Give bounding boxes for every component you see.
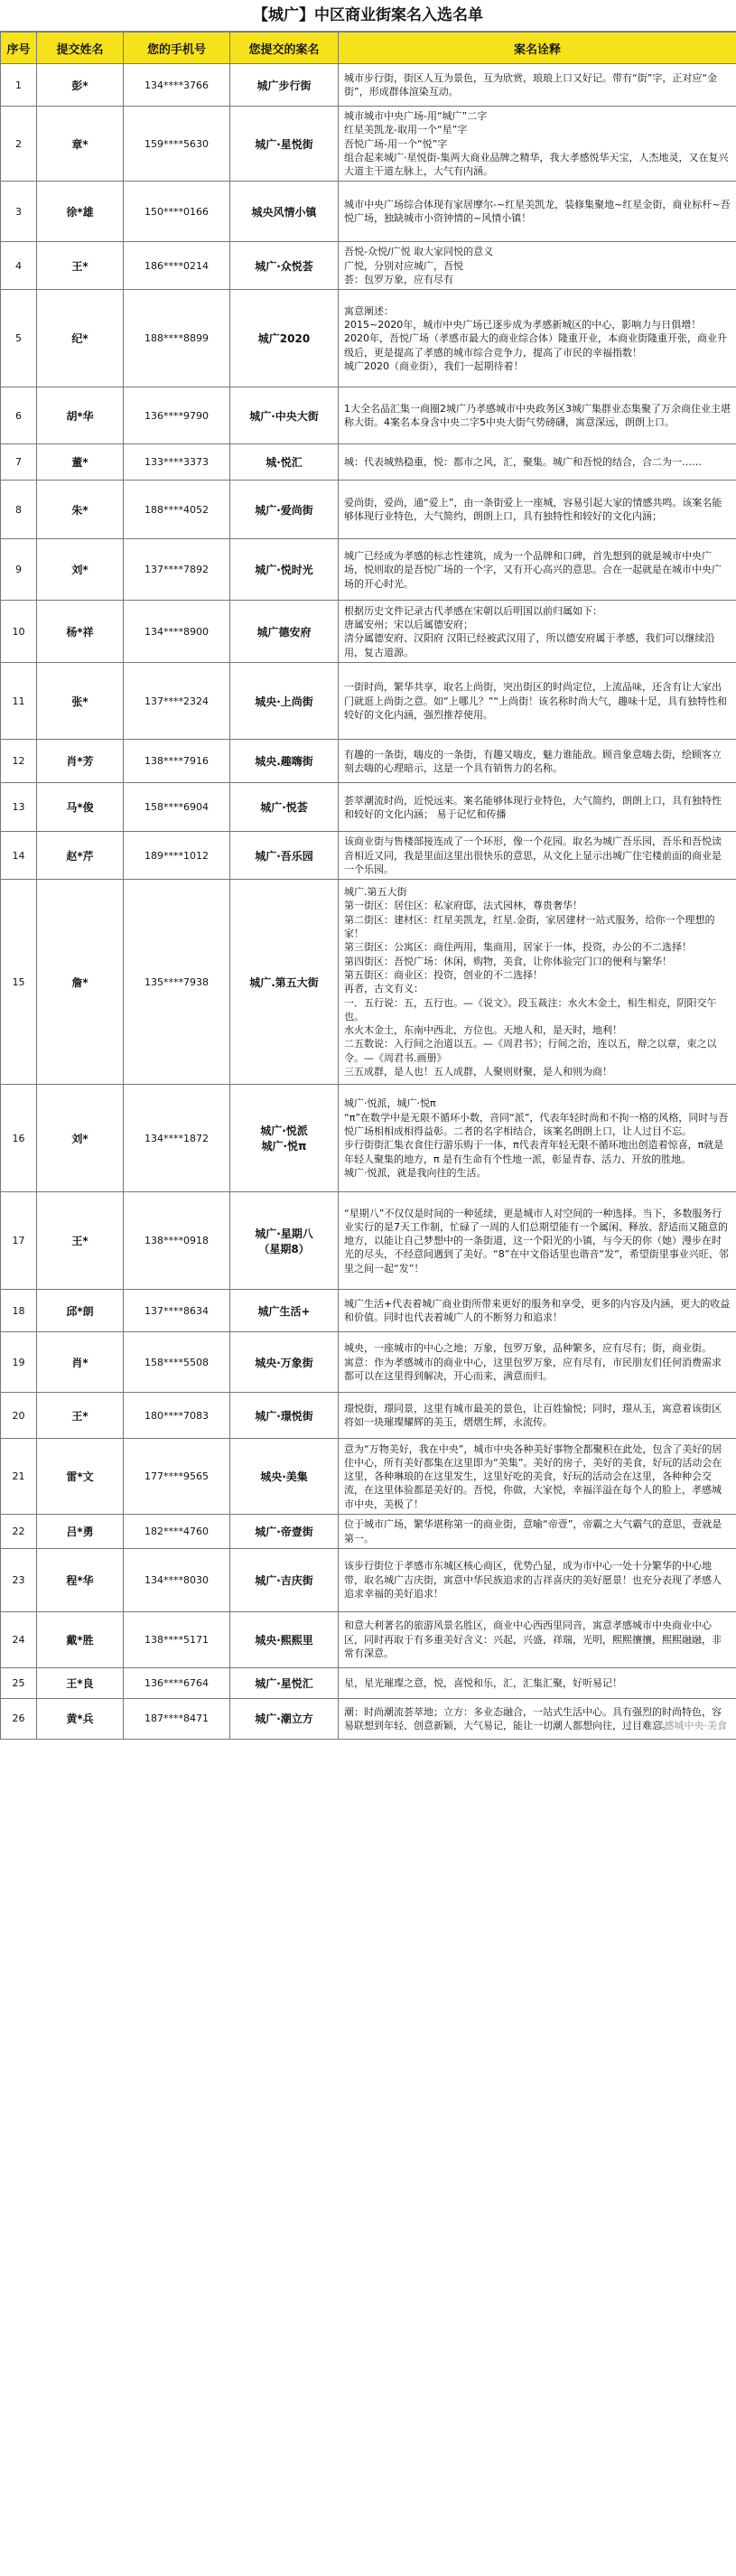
submitter-name: 纪*	[37, 290, 124, 387]
row-number: 9	[1, 539, 37, 601]
table-row	[1, 783, 736, 832]
street-name: 城广·星悦街	[230, 107, 339, 182]
street-name: 城广生活+	[230, 1290, 339, 1332]
name-description: 潮：时尚潮流荟萃地；立方：多业态融合，一站式生活中心。具有强烈的时尚特色，容易联想到年轻、创意新颖，大气易记，能让一切潮人都想向往，过目难忘。	[339, 1698, 736, 1739]
street-name: 城广·吾乐园	[230, 832, 339, 880]
submitter-name: 王*	[37, 242, 124, 290]
submitter-name: 肖*	[37, 1332, 124, 1393]
row-number: 10	[1, 601, 37, 663]
header-street: 您提交的案名	[230, 33, 339, 64]
table-row	[1, 601, 736, 663]
street-name: 城广·悦时光	[230, 539, 339, 601]
submitter-name: 胡*华	[37, 387, 124, 444]
name-description: 荟萃潮流时尚，近悦远来。案名能够体现行业特色，大气简约，朗朗上口，具有独特性和较好的文化内涵； 易于记忆和传播	[339, 783, 736, 832]
header-row	[1, 33, 736, 64]
phone-number: 159****5630	[124, 107, 230, 182]
submitter-name: 王*良	[37, 1667, 124, 1698]
phone-number: 158****5508	[124, 1332, 230, 1393]
name-description: 城广.第五大街 第一街区：居住区：私家府邸，法式园林，尊贵奢华！ 第二街区：建材区：红星美凯龙，红星.金街，家居建材一站式服务，给你一个理想的家！ 第三街区：公寓区：商住两用，集商用，居家于一体，投资，办公的不二选择！ 第四街区：吾悦广场：休闲，购物，美食，让你体验完门口的便利与繁华！ 第五街区：商业区：投资，创业的不二选择！ 再者，古文有义： 一．五行说：五，五行也。—《说文》。段玉裁注：水火木金土，相生相克，阴阳交午也。 水火木金土，东南中西北，方位也。天地人和，是天时，地利！ 二五数说：入行间之治道以五。—《周君书》；行间之治，连以五，辩之以章，束之以令。—《周君书.画册》 三五成群，是人也！五人成群，人聚则财聚，是人和则为商！	[339, 880, 736, 1085]
phone-number: 134****1872	[124, 1085, 230, 1192]
street-name: 城广.第五大街	[230, 880, 339, 1085]
submitter-name: 戴*胜	[37, 1611, 124, 1667]
phone-number: 138****0918	[124, 1192, 230, 1290]
header-desc: 案名诠释	[339, 33, 736, 64]
phone-number: 177****9565	[124, 1439, 230, 1515]
submitter-name: 董*	[37, 444, 124, 481]
phone-number: 137****7892	[124, 539, 230, 601]
street-name: 城广·潮立方	[230, 1698, 339, 1739]
row-number: 5	[1, 290, 37, 387]
submitter-name: 徐*雄	[37, 182, 124, 242]
phone-number: 136****6764	[124, 1667, 230, 1698]
submitter-name: 彭*	[37, 64, 124, 107]
table-row	[1, 387, 736, 444]
row-number: 15	[1, 880, 37, 1085]
table-row	[1, 1439, 736, 1515]
table-row	[1, 290, 736, 387]
phone-number: 134****8030	[124, 1548, 230, 1611]
table-row	[1, 107, 736, 182]
submitter-name: 王*	[37, 1192, 124, 1290]
name-description: 1大全名品汇集一商圈2城广乃孝感城市中央政务区3城广集群业态集聚了万余商住业主堪称大街。4案名本身含中央二字5中央大街气势磅礴，寓意深远，朗朗上口。	[339, 387, 736, 444]
row-number: 13	[1, 783, 37, 832]
table-row	[1, 740, 736, 783]
street-name: 城广德安府	[230, 601, 339, 663]
phone-number: 158****6904	[124, 783, 230, 832]
table-row	[1, 444, 736, 481]
name-description: “星期八”不仅仅是时间的一种延续，更是城市人对空间的一种选择。当下，多数服务行业实行的是7天工作制，忙碌了一周的人们总期望能有一个属闲、释放、舒适而又随意的地方，以能让自己梦想中的一条街道，这一个阳光的小镇，与今天的你（她）漫步在时光的尽头，不经意间遇到了美好。“8”在中文俗话里也谐音“发”，希望街里事业兴旺、邻里之间一起“发”！	[339, 1192, 736, 1290]
row-number: 23	[1, 1548, 37, 1611]
street-name: 城央.趣嗨街	[230, 740, 339, 783]
row-number: 18	[1, 1290, 37, 1332]
name-description: 城广·悦派，城广·悦π “π”在数学中是无限不循环小数，音同“派”，代表年轻时尚和不拘一格的风格，同时与吾悦广场相相成相得益彰。二者的名字相结合，该案名朗朗上口，让人过目不忘。 步行街街汇集衣食住行游乐购于一体，π代表青年轻无限不循环地出创造着惊喜，π就是年轻人聚集的地方，π 是有生命有个性地一派，彰显青春、活力、开放的胜地。 城广·悦派，就是我向往的生活。	[339, 1085, 736, 1192]
submitter-name: 章*	[37, 107, 124, 182]
phone-number: 137****8634	[124, 1290, 230, 1332]
row-number: 24	[1, 1611, 37, 1667]
row-number: 11	[1, 663, 37, 740]
table-row	[1, 1290, 736, 1332]
street-name: 城央·上尚街	[230, 663, 339, 740]
street-name: 城央·熙熙里	[230, 1611, 339, 1667]
submitter-name: 朱*	[37, 481, 124, 539]
street-name: 城广·悦荟	[230, 783, 339, 832]
submitter-name: 詹*	[37, 880, 124, 1085]
table-row	[1, 832, 736, 880]
header-phone: 您的手机号	[124, 33, 230, 64]
street-name: 城广·中央大街	[230, 387, 339, 444]
name-description: 该步行街位于孝感市东城区核心商区，优势凸显，成为市中心一处十分繁华的中心地带，取名城广吉庆街，寓意中华民族追求的吉祥喜庆的美好愿景！也充分表现了孝感人追求幸福的美好追求！	[339, 1548, 736, 1611]
street-name: 城广·悦派 城广·悦π	[230, 1085, 339, 1192]
table-row	[1, 1698, 736, 1739]
name-description: 星，星光璀璨之意，悦，喜悦和乐，汇，汇集汇聚，好听易记！	[339, 1667, 736, 1698]
table-body	[1, 64, 736, 1740]
phone-number: 137****2324	[124, 663, 230, 740]
name-description: 一街时尚，繁华共享，取名上尚街，突出街区的时尚定位，上流品味，还含有让大家出门就逛上尚街之意。如“上哪儿？”“上尚街！该名称时尚大气，趣味十足，具有独特性和较好的文化内涵，强烈推荐使用。	[339, 663, 736, 740]
submitter-name: 马*俊	[37, 783, 124, 832]
table-row	[1, 1667, 736, 1698]
row-number: 26	[1, 1698, 37, 1739]
row-number: 3	[1, 182, 37, 242]
phone-number: 186****0214	[124, 242, 230, 290]
name-description: 城央，一座城市的中心之地；万象，包罗万象，品种繁多，应有尽有；街，商业街。 寓意：作为孝感城市的商业中心，这里包罗万象，应有尽有，市民朋友们任何消费需求都可以在这里得到解决，开心而来，满意而归。	[339, 1332, 736, 1393]
row-number: 21	[1, 1439, 37, 1515]
street-name: 城广·爱尚街	[230, 481, 339, 539]
street-name: 城央·万象街	[230, 1332, 339, 1393]
row-number: 16	[1, 1085, 37, 1192]
submitter-name: 黄*兵	[37, 1698, 124, 1739]
phone-number: 180****7083	[124, 1393, 230, 1439]
submitter-name: 刘*	[37, 539, 124, 601]
document-title: 【城广】中区商业街案名入选名单	[0, 0, 736, 32]
header-no: 序号	[1, 33, 37, 64]
name-description: 城市步行街，街区人互为景色，互为欣赏，琅琅上口又好记。带有“街”字，正对应“金街”，形成群体渲染互动。	[339, 64, 736, 107]
name-description: 城市中央广场综合体现有家居摩尔-~红星美凯龙，装修集聚地~红星金街，商业标杆~吾悦广场，独缺城市小资钟情的~风情小镇！	[339, 182, 736, 242]
street-name: 城广·众悦荟	[230, 242, 339, 290]
street-name: 城广步行街	[230, 64, 339, 107]
table-row	[1, 1192, 736, 1290]
table-row	[1, 64, 736, 107]
phone-number: 138****5171	[124, 1611, 230, 1667]
name-description: 寓意阐述： 2015~2020年，城市中央广场已逐步成为孝感新城区的中心，影响力与日俱增！ 2020年，吾悦广场（孝感市最大的商业综合体）隆重开业，本商业街隆重开张，商业升级后，更是提高了孝感的城市综合竞争力，提高了市民的幸福指数！ 城广2020（商业街），我们一起期待着！	[339, 290, 736, 387]
phone-number: 136****9790	[124, 387, 230, 444]
row-number: 22	[1, 1515, 37, 1549]
row-number: 8	[1, 481, 37, 539]
phone-number: 134****8900	[124, 601, 230, 663]
name-description: 城广已经成为孝感的标志性建筑，成为一个品牌和口碑，首先想到的就是城市中央广场，悦则取的是吾悦广场的一个字，又有开心高兴的意思。合在一起就是在城市中央广场的开心时光。	[339, 539, 736, 601]
name-description: 该商业街与售楼部接连成了一个环形，像一个花园。取名为城广吾乐园，吾乐和吾悦读音相近又同，我是里面这里出很快乐的意思，从文化上显示出城广住宅楼前面的商业是一个乐园。	[339, 832, 736, 880]
table-row	[1, 1548, 736, 1611]
table-row	[1, 182, 736, 242]
phone-number: 188****8899	[124, 290, 230, 387]
street-name: 城·悦汇	[230, 444, 339, 481]
street-name: 城广2020	[230, 290, 339, 387]
row-number: 7	[1, 444, 37, 481]
phone-number: 133****3373	[124, 444, 230, 481]
row-number: 2	[1, 107, 37, 182]
row-number: 4	[1, 242, 37, 290]
table-row	[1, 1393, 736, 1439]
table-row	[1, 1515, 736, 1549]
submitter-name: 刘*	[37, 1085, 124, 1192]
row-number: 20	[1, 1393, 37, 1439]
phone-number: 182****4760	[124, 1515, 230, 1549]
phone-number: 150****0166	[124, 182, 230, 242]
phone-number: 187****8471	[124, 1698, 230, 1739]
watermark: 孝感城中央·美食	[654, 1719, 727, 1731]
street-name: 城央·美集	[230, 1439, 339, 1515]
row-number: 1	[1, 64, 37, 107]
table-row	[1, 1611, 736, 1667]
table-row	[1, 880, 736, 1085]
name-description: 城广生活+代表着城广商业街所带来更好的服务和享受，更多的内容及内涵，更大的收益和价值。同时也代表着城广人的不断努力和追求！	[339, 1290, 736, 1332]
phone-number: 138****7916	[124, 740, 230, 783]
submitter-name: 邱*朗	[37, 1290, 124, 1332]
street-name: 城广·星悦汇	[230, 1667, 339, 1698]
table-row	[1, 1332, 736, 1393]
submitter-name: 张*	[37, 663, 124, 740]
name-description: 城：代表城熟稳重，悦：都市之风，汇，聚集。城广和吾悦的结合，合二为一……	[339, 444, 736, 481]
street-name: 城广·帝壹街	[230, 1515, 339, 1549]
row-number: 17	[1, 1192, 37, 1290]
row-number: 19	[1, 1332, 37, 1393]
submitter-name: 王*	[37, 1393, 124, 1439]
submitter-name: 吕*勇	[37, 1515, 124, 1549]
name-description: 有趣的一条街，嗨皮的一条街，有趣又嗨皮，魅力谁能敌。顾音象意嗨去街，绘顾客立刻去嗨的心理暗示，这是一个具有销售力的名称。	[339, 740, 736, 783]
name-description: 位于城市广场，繁华堪称第一的商业街，意喻“帝壹”，帝霸之大气霸气的意思，壹就是第一。	[339, 1515, 736, 1549]
submitter-name: 赵*芹	[37, 832, 124, 880]
name-description: 吾悦-众悦/广悦 取大家同悦的意义 广悦，分别对应城广，吾悦 荟：包罗万象，应有尽有	[339, 242, 736, 290]
table-row	[1, 242, 736, 290]
name-description: 根据历史文件记录古代孝感在宋朝以后明国以前归属如下： 唐属安州；宋以后属德安府； 清分属德安府、汉阳府 汉阳已经被武汉用了，所以德安府属于孝感，我们可以继续沿用，复古道源。	[339, 601, 736, 663]
street-name: 城央风情小镇	[230, 182, 339, 242]
submitter-name: 雷*文	[37, 1439, 124, 1515]
submitter-name: 杨*祥	[37, 601, 124, 663]
street-name: 城广·星期八 （星期8）	[230, 1192, 339, 1290]
name-description: 璟悦街，璟同景，这里有城市最美的景色，让百姓愉悦；同时，璟从玉，寓意着该街区将如一块璀璨耀辉的美玉，熠熠生辉，永流传。	[339, 1393, 736, 1439]
row-number: 6	[1, 387, 37, 444]
name-description: 意为“万物美好，我在中央”，城市中央各种美好事物全都聚积在此处，包含了美好的居住中心，所有美好都集在这里即为“美集”。美好的房子，美好的美食，好玩的活动会在这里，各种琳琅的在这里发生，这里好吃的美食，好玩的活动会在这里，各种种会交流，在这里体验都是美好的。吾悦，你做，大家悦，幸福洋溢在每个人的脸上，孝感城市中央，美极了！	[339, 1439, 736, 1515]
row-number: 14	[1, 832, 37, 880]
row-number: 25	[1, 1667, 37, 1698]
street-name: 城广·吉庆街	[230, 1548, 339, 1611]
table-row	[1, 481, 736, 539]
submitter-name: 程*华	[37, 1548, 124, 1611]
submitter-name: 肖*芳	[37, 740, 124, 783]
phone-number: 188****4052	[124, 481, 230, 539]
name-table	[0, 32, 736, 1740]
header-name: 提交姓名	[37, 33, 124, 64]
street-name: 城广·璟悦街	[230, 1393, 339, 1439]
phone-number: 134****3766	[124, 64, 230, 107]
table-row	[1, 663, 736, 740]
table-row	[1, 539, 736, 601]
name-description: 城市城市中央广场-用“城广”二字 红星美凯龙-取用一个“星”字 吾悦广场-用一个“悦”字 组合起来城广·星悦街-集两大商业品牌之精华，我大孝感悦华天宝，人杰地灵，又在复兴大道主干道左脉上，大气有内涵。	[339, 107, 736, 182]
name-description: 和意大利著名的旅游风景名胜区，商业中心西西里同音，寓意孝感城市中央商业中心区，同时再取于有多重美好含义：兴起，兴盛，祥瑞，光明，熙熙攘攘，熙熙融融，非常有深意。	[339, 1611, 736, 1667]
name-description: 爱尚街，爱尚，通“爱上”，由一条街爱上一座城，容易引起大家的情感共鸣。该案名能够体现行业特色，大气简约，朗朗上口，具有独特性和较好的文化内涵；	[339, 481, 736, 539]
table-row	[1, 1085, 736, 1192]
phone-number: 189****1012	[124, 832, 230, 880]
phone-number: 135****7938	[124, 880, 230, 1085]
row-number: 12	[1, 740, 37, 783]
